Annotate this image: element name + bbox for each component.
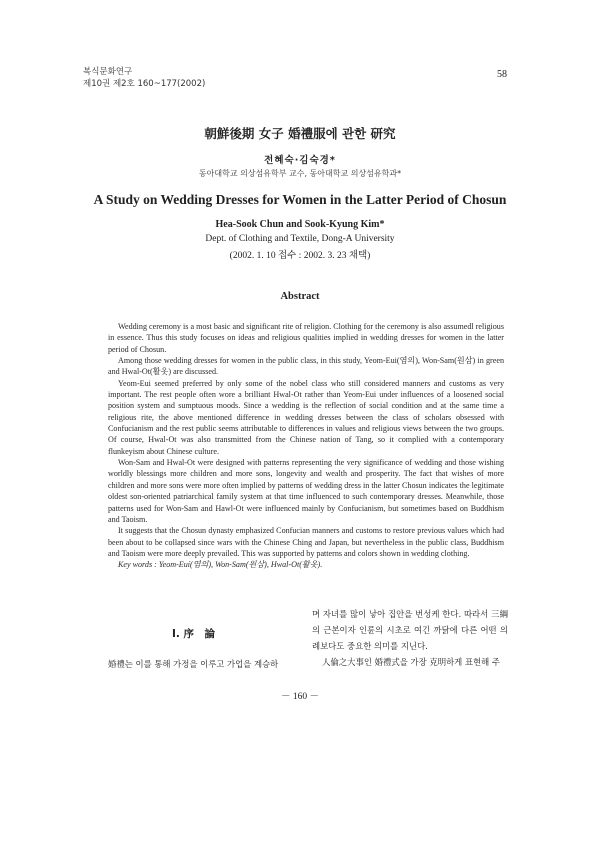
body-column-right [312,606,508,670]
authors-english: Hea-Sook Chun and Sook-Kyung Kim* [215,219,385,230]
section-heading-introduction: Ⅰ. 序 論 [172,628,216,640]
page-number-top: 58 [497,69,507,80]
volume-info: 제10권 제2호 160~177(2002) [83,79,206,89]
abstract-heading: Abstract [280,291,320,302]
abstract-paragraph: Yeom-Eui seemed preferred by only some of the nobel class who still considered manners and customs as very important. The rest people often wore a brilliant Hwal-Ot rather than Yeom-Eui under influences of a loosened social position system and sumptuous moods. Since a wedding is the reflection of social condition and at the same time a religious rite, the above mentioned difference in wedding dresses between the class of scholars obsessed with Confucianism and the rest public seems attributable to differences in values and religious views between the two groups. Of course, Hwal-Ot was also transmitted from the Chinese nation of Tang, so it complied with a contemporary flunkeyism about Chinese culture. [108,378,504,456]
body-paragraph: 며 자녀를 많이 낳아 집안을 번성케 한다. 따라서 三綱의 근본이자 인륜의 시초로 여긴 까닭에 다른 어떤 의례보다도 중요한 의미를 지닌다. [312,609,508,651]
journal-header [83,66,205,90]
keywords: Key words : Yeom-Euí(염의), Won-Sam(원삼), Hwal-Ot(활옷). [118,560,323,570]
affiliation-english: Dept. of Clothing and Textile, Dong-A University [205,234,395,244]
abstract-paragraph: Won-Sam and Hwal-Ot were designed with patterns representing the very significance of wedding and those wishing worldly blessings more children and more sons, longevity and wealth and prosperity. The fact that wishes of more children and more sons were more often implied by patterns of wedding dress in the latter Chosun indicates the legitimate oldest son-oriented patriarchical family system at that time influenced to such contemporary dresses. Meanwhile, those patterns used for Won-Sam and Hawl-Ot were influenced mainly by Confucianism, but sometimes based on Buddhism and Taoism. [108,458,504,524]
authors-korean: 전혜숙·김숙경* [264,155,336,166]
title-korean: 朝鮮後期 女子 婚禮服에 관한 研究 [204,126,396,141]
received-date: (2002. 1. 10 접수 : 2002. 3. 23 채택) [229,251,371,261]
body-column-left [108,656,302,672]
abstract-paragraph: It suggests that the Chosun dynasty emphasized Confucian manners and customs to restore previous values which had been about to be collapsed since wars with the Chinese Ching and Japan, but nevertheless in the public class, Buddhism and Taoism were more deeply prevailed. This was supported by patterns and colors shown in wedding clothing. [108,526,504,558]
abstract-body [108,321,504,571]
abstract-paragraph: Among those wedding dresses for women in the public class, in this study, Yeom-Eui(염의), Won-Sam(원삼) in green and Hwal-Ot(활옷) are discussed. [108,356,504,377]
abstract-paragraph: Wedding ceremony is a most basic and significant rite of religion. Clothing for the ceremony is also assumedl religious in essence. Thus this study focuses on ideas and religious qualities implied in wedding dresses for women in the latter period of Chosun. [108,322,504,354]
title-english: A Study on Wedding Dresses for Women in the Latter Period of Chosun [93,192,507,207]
body-paragraph: 婚禮는 이를 통해 가정을 이루고 가업을 계승하 [108,659,279,669]
journal-name: 복식문화연구 [83,67,133,77]
page-number-footer: － 160 － [280,692,319,702]
body-paragraph: 人倫之大事인 婚禮式을 가장 克明하게 표현해 주 [322,657,500,667]
affiliation-korean: 동아대학교 의상섬유학부 교수, 동아대학교 의상섬유학과* [198,169,402,178]
